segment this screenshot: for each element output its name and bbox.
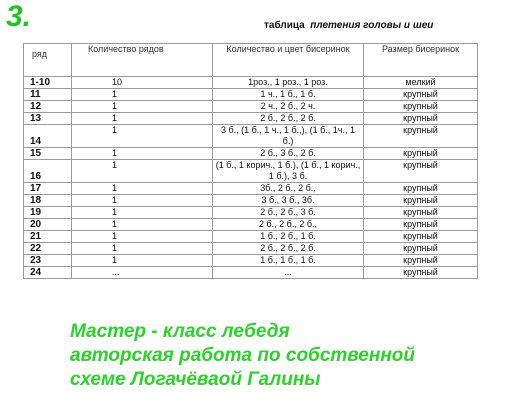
table-title xyxy=(264,20,433,31)
caption xyxy=(70,320,415,392)
column-header-colors: Количество и цвет бисеринок xyxy=(213,44,364,77)
table-row xyxy=(24,113,478,125)
bead-size-cell: крупный xyxy=(364,231,478,243)
row-number-cell: 18 xyxy=(24,195,72,207)
bead-size-cell: крупный xyxy=(364,219,478,231)
beads-colors-cell: 2 ч., 2 б., 2 ч. xyxy=(213,101,364,113)
table-row xyxy=(24,89,478,101)
beads-colors-cell: 3б., 2 б., 2 б., xyxy=(213,183,364,195)
beads-colors-cell: 1 ч., 1 б., 1 б. xyxy=(213,89,364,101)
rows-count-cell: 1 xyxy=(72,231,213,243)
step-number: 3. xyxy=(6,0,32,33)
rows-count-cell: 1 xyxy=(72,219,213,231)
table-row xyxy=(24,255,478,267)
rows-count-cell: 1 xyxy=(72,148,213,160)
rows-count-cell: 1 xyxy=(72,207,213,219)
table-row xyxy=(24,125,478,148)
table-row xyxy=(24,207,478,219)
table-row xyxy=(24,243,478,255)
row-number-cell: 12 xyxy=(24,101,72,113)
rows-count-cell: 1 xyxy=(72,195,213,207)
table-header-row xyxy=(24,44,478,77)
rows-count-cell: 1 xyxy=(72,183,213,195)
beads-colors-cell: (1 б., 1 корич., 1 б.), (1 б., 1 корич., 1 б.), 3 б. xyxy=(213,160,364,183)
rows-count-cell: 10 xyxy=(72,77,213,89)
beads-colors-cell: 3 б., 3 б., 3б. xyxy=(213,195,364,207)
bead-size-cell: крупный xyxy=(364,267,478,279)
table-row xyxy=(24,183,478,195)
row-number-cell: 11 xyxy=(24,89,72,101)
rows-count-cell: 1 xyxy=(72,255,213,267)
table-row xyxy=(24,148,478,160)
beads-colors-cell: 2 б., 2 б., 2 б., xyxy=(213,219,364,231)
beads-colors-cell: 1 б., 2 б., 1 б. xyxy=(213,231,364,243)
row-number-cell: 20 xyxy=(24,219,72,231)
weaving-table xyxy=(23,43,478,279)
row-number-cell: 23 xyxy=(24,255,72,267)
beads-colors-cell: 1роз., 1 роз., 1 роз. xyxy=(213,77,364,89)
bead-size-cell: крупный xyxy=(364,255,478,267)
rows-count-cell: 1 xyxy=(72,243,213,255)
row-number-cell: 1-10 xyxy=(24,77,72,89)
column-header-row: ряд xyxy=(24,44,72,77)
rows-count-cell: 1 xyxy=(72,125,213,148)
bead-size-cell: мелкий xyxy=(364,77,478,89)
row-number-cell: 21 xyxy=(24,231,72,243)
row-number-cell: 15 xyxy=(24,148,72,160)
bead-size-cell: крупный xyxy=(364,195,478,207)
bead-size-cell: крупный xyxy=(364,207,478,219)
rows-count-cell: 1 xyxy=(72,113,213,125)
rows-count-cell: 1 xyxy=(72,89,213,101)
table-row xyxy=(24,231,478,243)
bead-size-cell: крупный xyxy=(364,89,478,101)
row-number-cell: 14 xyxy=(24,125,72,148)
beads-colors-cell: 2 б., 2 б., 2 б. xyxy=(213,113,364,125)
bead-size-cell: крупный xyxy=(364,113,478,125)
rows-count-cell: 1 xyxy=(72,160,213,183)
column-header-count: Количество рядов xyxy=(72,44,213,77)
row-number-cell: 13 xyxy=(24,113,72,125)
bead-size-cell: крупный xyxy=(364,101,478,113)
table-title-prefix: таблица xyxy=(264,20,305,31)
row-number-cell: 16 xyxy=(24,160,72,183)
bead-size-cell: крупный xyxy=(364,243,478,255)
row-number-cell: 17 xyxy=(24,183,72,195)
rows-count-cell: ... xyxy=(72,267,213,279)
bead-size-cell: крупный xyxy=(364,160,478,183)
beads-colors-cell: 2 б., 2 б., 3 б. xyxy=(213,207,364,219)
bead-size-cell: крупный xyxy=(364,125,478,148)
beads-colors-cell: ... xyxy=(213,267,364,279)
table-row xyxy=(24,160,478,183)
beads-colors-cell: 3 б., (1 б., 1 ч., 1 б.,), (1 б., 1ч., 1 б.) xyxy=(213,125,364,148)
row-number-cell: 19 xyxy=(24,207,72,219)
table-row xyxy=(24,195,478,207)
table-row xyxy=(24,267,478,279)
row-number-cell: 22 xyxy=(24,243,72,255)
table-title-emphasis: плетения головы и шеи xyxy=(310,20,434,31)
row-number-cell: 24 xyxy=(24,267,72,279)
table-row xyxy=(24,219,478,231)
caption-line-1: Мастер - класс лебедя xyxy=(70,321,290,342)
beads-colors-cell: 2 б., 2 б., 2 б. xyxy=(213,243,364,255)
beads-colors-cell: 2 б., 3 б., 2 б. xyxy=(213,148,364,160)
column-header-size: Размер бисеринок xyxy=(364,44,478,77)
beads-colors-cell: 1 б., 1 б., 1 б. xyxy=(213,255,364,267)
caption-line-2: авторская работа по собственной xyxy=(70,345,416,366)
bead-size-cell: крупный xyxy=(364,148,478,160)
bead-size-cell: крупный xyxy=(364,183,478,195)
rows-count-cell: 1 xyxy=(72,101,213,113)
table-row xyxy=(24,101,478,113)
table-row xyxy=(24,77,478,89)
caption-line-3: схеме Логачёваой Галины xyxy=(70,369,321,390)
